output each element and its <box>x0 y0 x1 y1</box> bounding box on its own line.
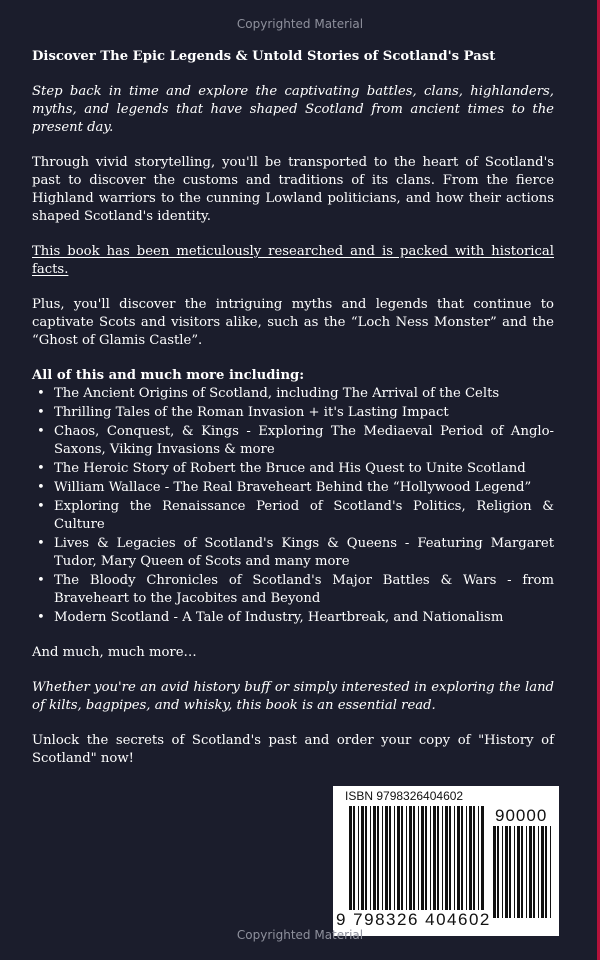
barcode-bar <box>433 806 436 910</box>
barcode-bar <box>442 806 443 910</box>
barcode-bar <box>389 806 391 910</box>
list-item: • Modern Scotland - A Tale of Industry, Heartbreak, and Nationalism <box>54 609 554 627</box>
researched-paragraph <box>32 243 554 279</box>
list-item: • Thrilling Tales of the Roman Invasion + it's Lasting Impact <box>54 404 554 422</box>
barcode-bar <box>478 806 479 910</box>
contents-list <box>32 385 554 627</box>
barcode-bar <box>382 806 383 910</box>
much-more-line: And much, much more… <box>32 645 197 660</box>
watermark-top: Copyrighted Material <box>236 17 364 31</box>
barcode-bar <box>461 806 463 910</box>
intro-paragraph: Step back in time and explore the captivating battles, clans, highlanders, myths, and legends that have shaped Scotland from ancient times to the present day. <box>32 84 554 135</box>
barcode-bar <box>445 806 448 910</box>
barcode-bar <box>517 826 520 918</box>
list-heading: All of this and much more including: <box>32 368 305 383</box>
researched-underlined-text: This book has been meticulously researched and is packed with historical facts. <box>32 244 554 277</box>
isbn-digits: 9 798326 404602 <box>336 910 491 929</box>
list-item: • Chaos, Conquest, & Kings - Exploring The Mediaeval Period of Anglo-Saxons, Viking Invasions & more <box>54 423 554 459</box>
barcode-bar <box>361 806 364 910</box>
barcode-bar <box>526 826 527 918</box>
barcode-bar <box>358 806 359 910</box>
watermark-bottom: Copyrighted Material <box>236 928 364 942</box>
barcode-bar <box>457 806 460 910</box>
barcode-bar <box>409 806 412 910</box>
blurb-heading: Discover The Epic Legends & Untold Stories of Scotland's Past <box>32 49 496 64</box>
barcode-bar <box>514 826 515 918</box>
barcode-bar <box>473 806 475 910</box>
barcode-bar <box>437 806 439 910</box>
barcode-bar <box>521 826 523 918</box>
barcode-bar <box>401 806 403 910</box>
barcode-bar <box>550 826 551 918</box>
barcode-bar <box>377 806 379 910</box>
barcode-bar <box>406 806 407 910</box>
barcode-bar <box>430 806 431 910</box>
barcode-bar <box>538 826 539 918</box>
barcode-bar <box>394 806 395 910</box>
back-cover-text <box>32 48 554 785</box>
barcode-bar <box>418 806 419 910</box>
barcode-bar <box>385 806 388 910</box>
barcode-bar <box>502 826 503 918</box>
barcode-bar <box>529 826 532 918</box>
list-item: • William Wallace - The Real Braveheart Behind the “Hollywood Legend” <box>54 479 554 497</box>
price-code: 90000 <box>495 806 548 825</box>
list-item: • The Heroic Story of Robert the Bruce and His Quest to Unite Scotland <box>54 460 554 478</box>
barcode-bar <box>397 806 400 910</box>
barcode-bar <box>373 806 376 910</box>
myths-paragraph: Plus, you'll discover the intriguing myths and legends that continue to captivate Scots and visitors alike, such as the “Loch Ness Monster” and the “Ghost of Glamis Castle”. <box>32 297 554 348</box>
barcode-bar <box>421 806 424 910</box>
barcode-bar <box>469 806 472 910</box>
barcode-bar <box>509 826 511 918</box>
barcode-bar <box>497 826 499 918</box>
storytelling-paragraph: Through vivid storytelling, you'll be transported to the heart of Scotland's past to discover the customs and traditions of its clans. From the fierce Highland warriors to the cunning Lowland politicians, and how their actions shaped Scotland's identity. <box>32 155 554 224</box>
barcode-bar <box>349 806 352 910</box>
list-item: • The Bloody Chronicles of Scotland's Major Battles & Wars - from Braveheart to the Jacobites and Beyond <box>54 572 554 608</box>
closing-italic-paragraph: Whether you're an avid history buff or simply interested in exploring the land of kilts, bagpipes, and whisky, this book is an essential read. <box>32 680 554 713</box>
barcode-bar <box>449 806 451 910</box>
list-item: • The Ancient Origins of Scotland, including The Arrival of the Celts <box>54 385 554 403</box>
list-item: • Lives & Legacies of Scotland's Kings & Queens - Featuring Margaret Tudor, Mary Queen of Scots and many more <box>54 535 554 571</box>
barcode-bar <box>466 806 467 910</box>
barcode-bar <box>353 806 355 910</box>
barcode-bar <box>545 826 547 918</box>
barcode-bar <box>481 806 484 910</box>
call-to-action-paragraph: Unlock the secrets of Scotland's past and order your copy of "History of Scotland" now! <box>32 733 554 766</box>
list-item: • Exploring the Renaissance Period of Scotland's Politics, Religion & Culture <box>54 498 554 534</box>
barcode-bar <box>425 806 427 910</box>
barcode-bar <box>454 806 455 910</box>
barcode-bar <box>365 806 367 910</box>
barcode-bar <box>370 806 371 910</box>
isbn-label: ISBN 9798326404602 <box>345 789 464 803</box>
barcode-bar <box>533 826 535 918</box>
barcode-bar <box>413 806 415 910</box>
barcode-bar <box>493 826 496 918</box>
barcode-bar <box>505 826 508 918</box>
isbn-barcode <box>333 786 559 936</box>
barcode-bar <box>541 826 544 918</box>
